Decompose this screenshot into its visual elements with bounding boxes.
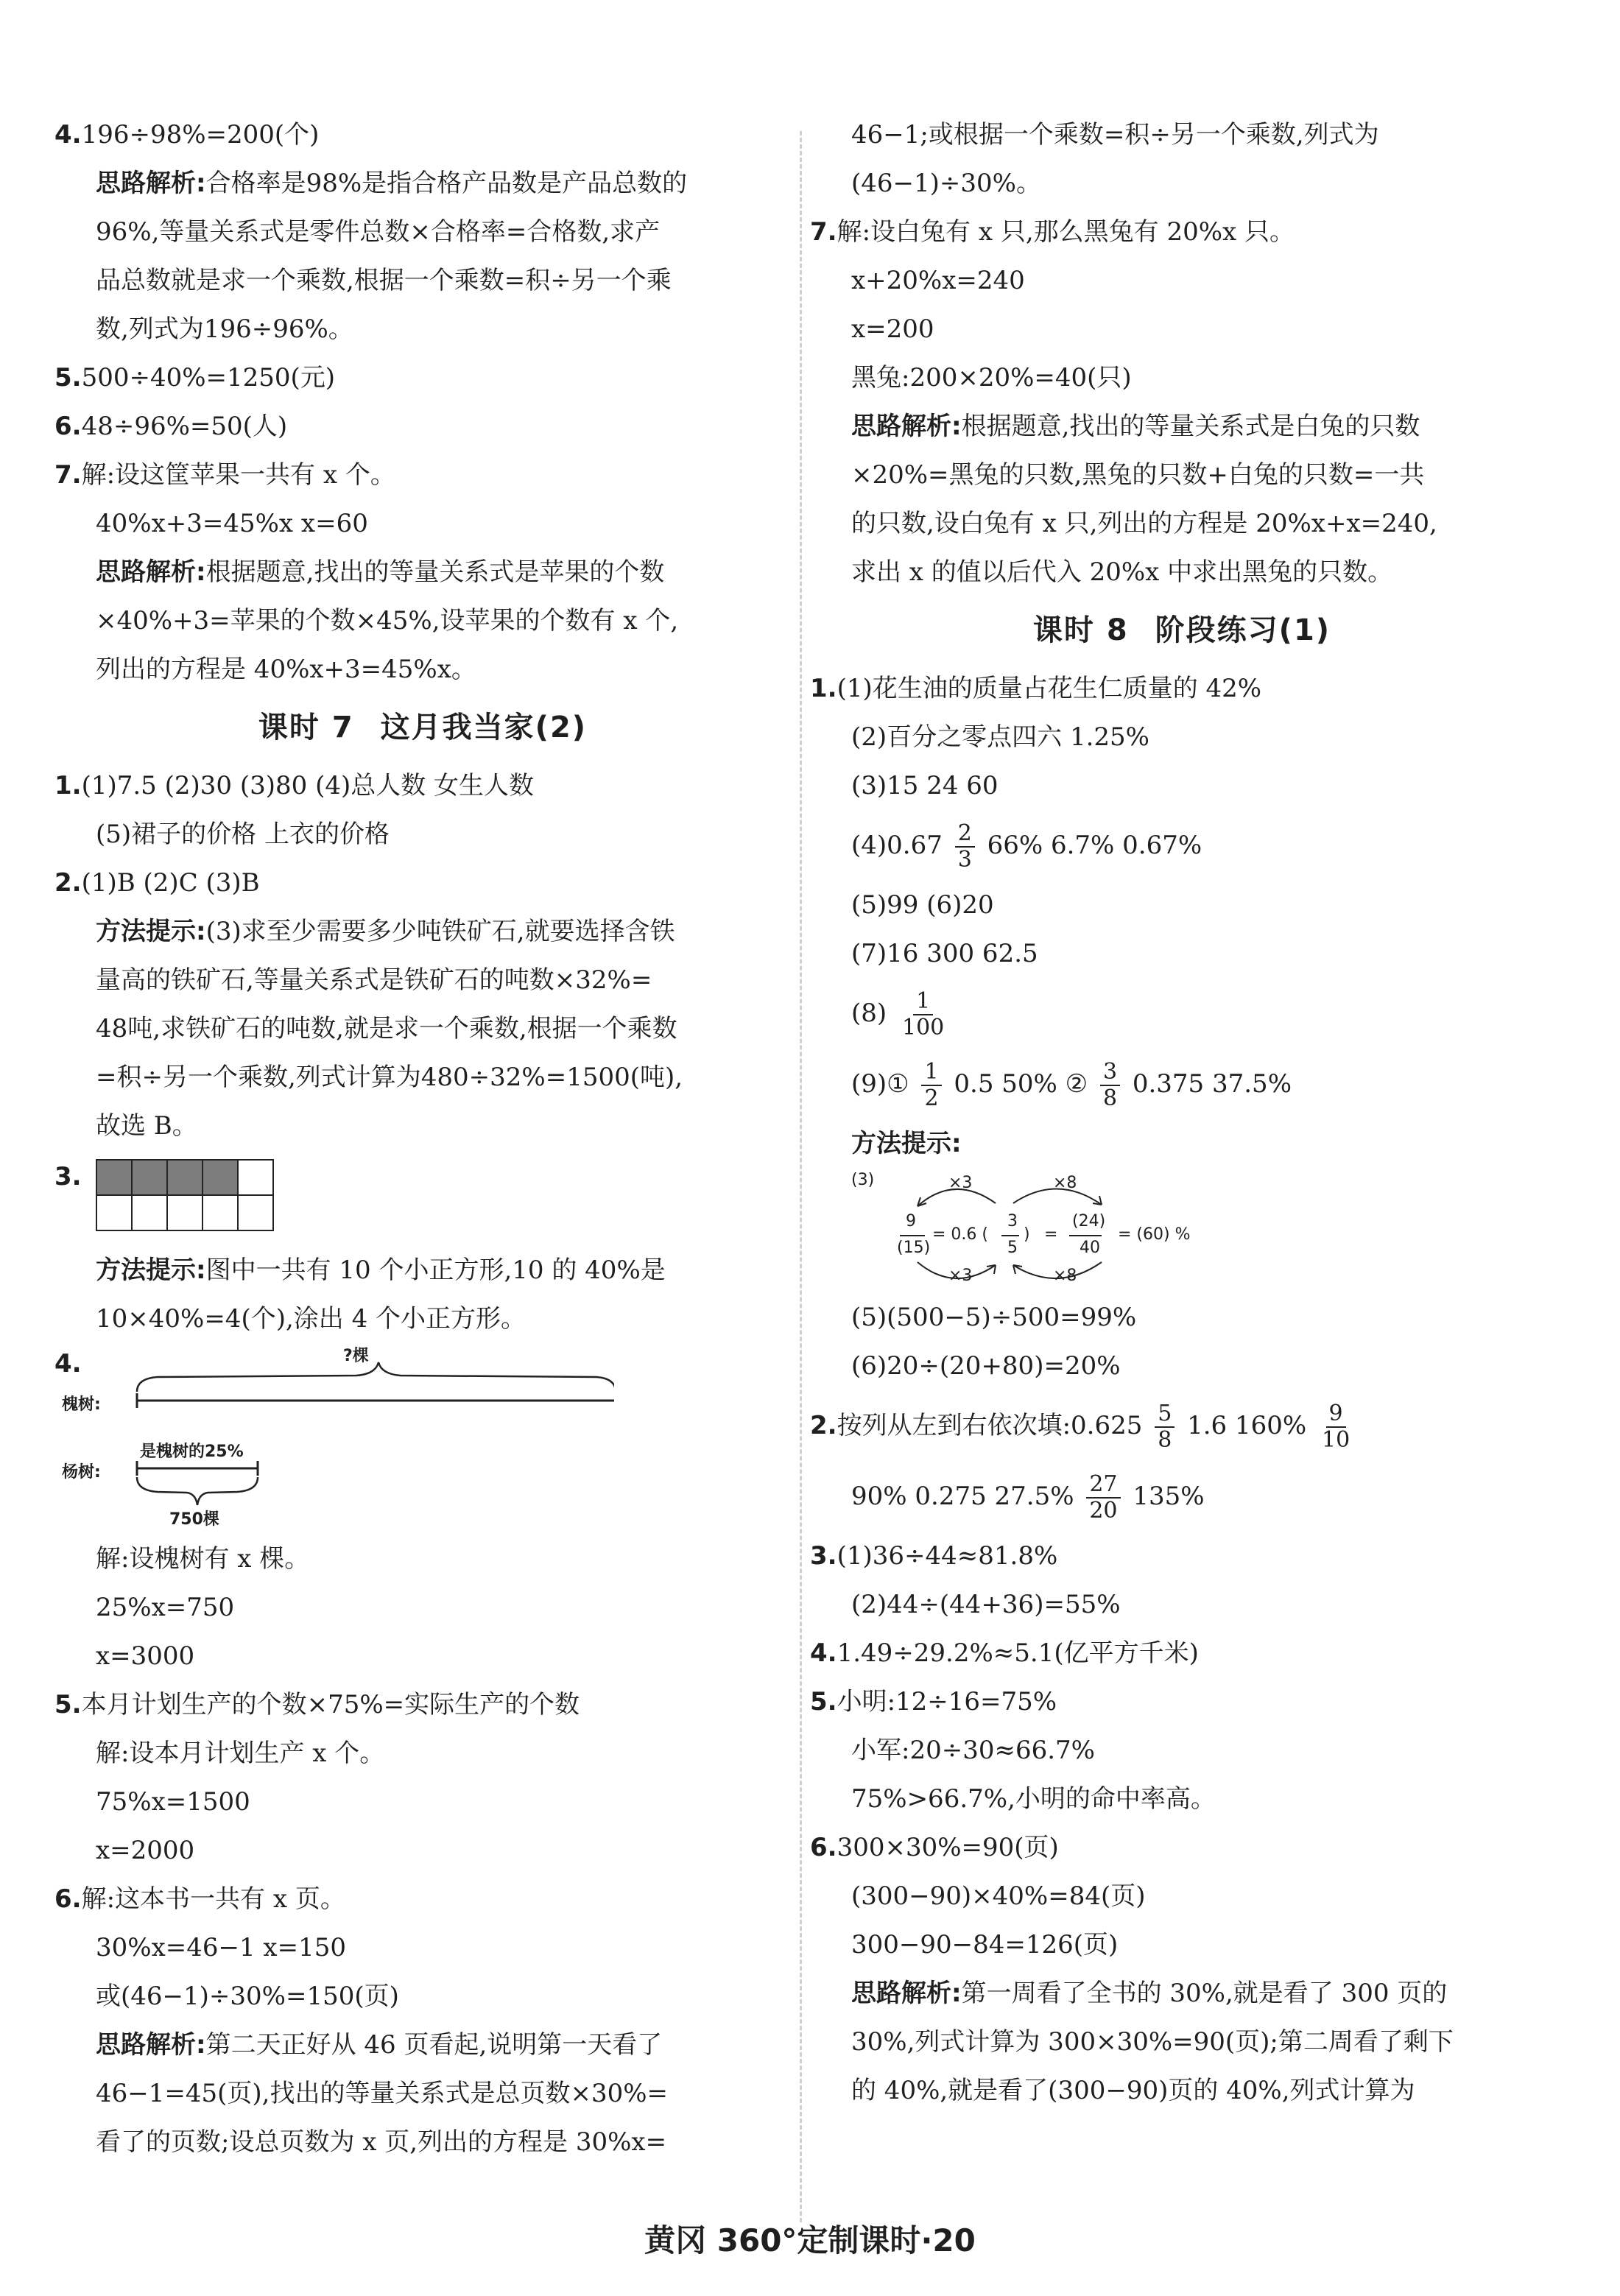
denominator: 10	[1322, 1427, 1350, 1453]
denominator: 20	[1089, 1498, 1118, 1524]
analysis-text: 求出 x 的值以后代入 20%x 中求出黑兔的只数。	[851, 557, 1393, 587]
analysis-text: 的只数,设白兔有 x 只,列出的方程是 20%x+x=240,	[851, 509, 1437, 538]
analysis-line	[54, 159, 791, 208]
multiplier-label: ×3	[948, 1267, 973, 1285]
answer-text: (7)16 300 62.5	[851, 939, 1038, 968]
huai-label: 槐树:	[62, 1395, 101, 1414]
analysis-text: 根据题意,找出的等量关系式是白兔的只数	[961, 412, 1420, 441]
numerator: 9	[1326, 1401, 1346, 1428]
numerator: 2	[955, 821, 975, 848]
answer-text: 按列从左到右依次填:0.625	[837, 1411, 1143, 1440]
answer-text: (3)15 24 60	[851, 771, 999, 800]
lesson-number: 课时 7	[258, 711, 354, 744]
left-column	[54, 110, 791, 2166]
hint-text: 图中一共有 10 个小正方形,10 的 40%是	[205, 1256, 666, 1285]
answer-line-9	[810, 1049, 1554, 1119]
analysis-label: 思路解析:	[96, 2030, 206, 2060]
line-segment-diagram	[54, 1343, 791, 1535]
fraction	[899, 989, 947, 1040]
analysis-text: 46−1;或根据一个乘数=积÷另一个乘数,列式为	[851, 120, 1379, 149]
item-number: 1.	[54, 771, 82, 800]
answer-text: 300×30%=90(页)	[837, 1833, 1059, 1862]
equation: 75%x=1500	[96, 1787, 250, 1817]
numerator: 27	[1086, 1472, 1120, 1499]
fraction	[1155, 1401, 1174, 1453]
hint-text: 量高的铁矿石,等量关系式是铁矿石的吨数×32%=	[96, 965, 652, 995]
answer-text: 解:设这筐苹果一共有 x 个。	[81, 460, 395, 490]
denominator: 5	[1007, 1239, 1018, 1257]
column-divider	[800, 131, 802, 2222]
numerator: 5	[1155, 1401, 1174, 1428]
analysis-text: 第一周看了全书的 30%,就是看了 300 页的	[961, 1979, 1448, 2008]
hint-text: 故选 B。	[96, 1111, 197, 1141]
answer-text: 300−90−84=126(页)	[851, 1930, 1119, 1959]
answer-text: 解:这本书一共有 x 页。	[81, 1884, 345, 1914]
denominator: 8	[1102, 1085, 1118, 1111]
answer-line-8	[810, 978, 1554, 1049]
answer-text: (5)裙子的价格 上衣的价格	[96, 820, 390, 849]
item-number: 4.	[810, 1638, 837, 1668]
analysis-text: 30%,列式计算为 300×30%=90(页);第二周看了剩下	[851, 2027, 1454, 2057]
equation: 30%x=46−1 x=150	[96, 1933, 346, 1962]
answer-text: 135%	[1133, 1482, 1205, 1511]
answer-text: 196÷98%=200(个)	[81, 120, 320, 149]
percent-label: = (60) %	[1118, 1225, 1191, 1244]
answer-line-2b	[810, 1461, 1554, 1532]
quantity-label: 750棵	[169, 1510, 219, 1529]
answer-3	[54, 1150, 791, 1246]
hint-text: 10×40%=4(个),涂出 4 个小正方形。	[96, 1304, 526, 1334]
multiplier-label: ×8	[1053, 1174, 1077, 1192]
answer-text: (9)①	[851, 1069, 909, 1099]
answer-text: 48÷96%=50(人)	[81, 412, 288, 441]
paren-close: )	[1024, 1225, 1030, 1244]
answer-text: (5)99 (6)20	[851, 890, 994, 920]
equation: 或(46−1)÷30%=150(页)	[96, 1982, 399, 2011]
answer-1	[54, 761, 791, 810]
answer-5	[54, 353, 791, 402]
ratio-label: 是槐树的25%	[140, 1443, 244, 1461]
answer-2r	[810, 1390, 1554, 1461]
solution-text: 解:设槐树有 x 棵。	[96, 1544, 310, 1574]
total-label: ?棵	[343, 1347, 369, 1365]
lesson-number: 课时 8	[1032, 613, 1129, 647]
equation: 黑兔:200×20%=40(只)	[851, 363, 1132, 392]
item-number: 1.	[810, 674, 837, 703]
analysis-text: 的 40%,就是看了(300−90)页的 40%,列式计算为	[851, 2076, 1415, 2105]
answer-text: (1)36÷44≈81.8%	[837, 1541, 1058, 1571]
answer-text: 本月计划生产的个数×75%=实际生产的个数	[81, 1690, 580, 1719]
item-number: 6.	[54, 1884, 82, 1914]
item-number: 2.	[54, 868, 82, 898]
numerator: 1	[921, 1060, 941, 1086]
answer-text: 1.6 160%	[1187, 1411, 1307, 1440]
hint-line	[54, 907, 791, 956]
answer-7	[54, 451, 791, 499]
lesson-name: 这月我当家(2)	[380, 711, 588, 744]
answer-text: 0.375 37.5%	[1132, 1069, 1292, 1099]
answer-6	[54, 402, 791, 451]
analysis-label: 思路解析:	[96, 557, 206, 587]
item-number: 5.	[810, 1687, 837, 1716]
footer-brand: 黄冈 360°定制课时	[644, 2222, 921, 2258]
decimal-label: = 0.6 (	[932, 1225, 988, 1244]
item-number: 7.	[810, 217, 837, 247]
analysis-text: 合格率是98%是指合格产品数是产品总数的	[205, 169, 688, 198]
denominator: 8	[1158, 1427, 1172, 1453]
analysis-line	[54, 548, 791, 596]
equation: 25%x=750	[96, 1593, 235, 1622]
hint-line	[54, 1246, 791, 1295]
answer-7r	[810, 208, 1554, 256]
numerator: 3	[1100, 1060, 1120, 1086]
analysis-text: 根据题意,找出的等量关系式是苹果的个数	[205, 557, 665, 587]
item-number: 4.	[54, 120, 82, 149]
answer-2	[54, 859, 791, 907]
answer-text: 90% 0.275 27.5%	[851, 1482, 1074, 1511]
multiplier-label: ×8	[1053, 1267, 1077, 1285]
denominator: 100	[901, 1015, 945, 1040]
denominator: 2	[924, 1085, 939, 1111]
page-number: ·20	[920, 2222, 976, 2258]
denominator: (15)	[897, 1239, 931, 1257]
answer-text: 500÷40%=1250(元)	[81, 363, 336, 392]
answer-3r	[810, 1532, 1554, 1580]
denominator: 40	[1080, 1239, 1100, 1257]
item-label: (3)	[851, 1171, 875, 1189]
answer-text: (300−90)×40%=84(页)	[851, 1881, 1146, 1911]
fraction	[1100, 1060, 1120, 1111]
analysis-line	[54, 2021, 791, 2069]
item-number: 5.	[54, 363, 82, 392]
page-footer	[0, 2216, 1620, 2261]
hint-text: (3)求至少需要多少吨铁矿石,就要选择含铁	[205, 917, 675, 946]
analysis-text: 96%,等量关系式是零件总数×合格率=合格数,求产	[96, 217, 661, 247]
item-number: 3.	[810, 1541, 837, 1571]
answer-text: 0.5 50% ②	[954, 1069, 1088, 1099]
analysis-text: 看了的页数;设总页数为 x 页,列出的方程是 30%x=	[96, 2127, 667, 2157]
answer-text: (4)0.67	[851, 831, 943, 860]
item-number: 4.	[54, 1349, 82, 1378]
hint-text: 48吨,求铁矿石的吨数,就是求一个乘数,根据一个乘数	[96, 1014, 677, 1043]
answer-text: 1.49÷29.2%≈5.1(亿平方千米)	[837, 1638, 1199, 1668]
square-grid	[96, 1159, 274, 1231]
multiplier-label: ×3	[948, 1174, 973, 1192]
fraction	[921, 1060, 941, 1111]
answer-text: (2)百分之零点四六 1.25%	[851, 722, 1149, 752]
answer-text: 小军:20÷30≈66.7%	[851, 1736, 1095, 1765]
answer-5r	[810, 1677, 1554, 1726]
answer-4	[54, 110, 791, 159]
conversion-diagram	[810, 1168, 1554, 1293]
numerator: (24)	[1072, 1212, 1106, 1230]
answer-line-4	[810, 810, 1554, 881]
fraction	[1319, 1401, 1353, 1453]
analysis-label: 思路解析:	[96, 169, 206, 198]
equals-sign: =	[1044, 1225, 1058, 1244]
hint-label: 方法提示:	[96, 1256, 206, 1285]
denominator: 3	[957, 847, 972, 873]
item-number: 2.	[810, 1411, 837, 1440]
analysis-text: 第二天正好从 46 页看起,说明第一天看了	[205, 2030, 663, 2060]
yang-label: 杨树:	[62, 1463, 101, 1482]
lesson-title-7	[54, 694, 791, 761]
answer-text: (6)20÷(20+80)=20%	[851, 1351, 1121, 1381]
answer-text: 解:设白兔有 x 只,那么黑兔有 20%x 只。	[837, 217, 1295, 247]
answer-text: (1)花生油的质量占花生仁质量的 42%	[837, 674, 1262, 703]
equation: x+20%x=240	[851, 266, 1025, 295]
fraction	[1086, 1472, 1120, 1524]
answer-text: (8)	[851, 999, 887, 1028]
analysis-text: 46−1=45(页),找出的等量关系式是总页数×30%=	[96, 2079, 669, 2108]
answer-text: 66% 6.7% 0.67%	[987, 831, 1202, 860]
lesson-title-8	[810, 596, 1554, 664]
answer-6r	[810, 1823, 1554, 1872]
analysis-line	[810, 1969, 1554, 2018]
numerator: 3	[1007, 1212, 1018, 1230]
equation: x=200	[851, 314, 934, 344]
answer-1r	[810, 664, 1554, 713]
hint-text: =积÷另一个乘数,列式计算为480÷32%=1500(吨),	[96, 1063, 683, 1092]
analysis-text: (46−1)÷30%。	[851, 169, 1041, 198]
equation: 40%x+3=45%x x=60	[96, 509, 368, 538]
numerator: 1	[913, 989, 933, 1015]
hint-label: 方法提示:	[851, 1129, 962, 1158]
item-number: 5.	[54, 1690, 82, 1719]
answer-text: (5)(500−5)÷500=99%	[851, 1303, 1137, 1332]
item-number: 7.	[54, 460, 82, 490]
numerator: 9	[906, 1212, 916, 1230]
answer-text: (1)7.5 (2)30 (3)80 (4)总人数 女生人数	[81, 771, 535, 800]
item-number: 6.	[54, 412, 82, 441]
answer-text: 小明:12÷16=75%	[837, 1687, 1057, 1716]
answer-text: 75%>66.7%,小明的命中率高。	[851, 1784, 1216, 1814]
analysis-label: 思路解析:	[851, 1979, 962, 2008]
item-number: 3.	[54, 1162, 82, 1191]
segment-svg	[54, 1343, 614, 1535]
right-column	[810, 110, 1554, 2115]
analysis-label: 思路解析:	[851, 412, 962, 441]
answer-text: (1)B (2)C (3)B	[81, 868, 260, 898]
equation: x=2000	[96, 1836, 195, 1865]
analysis-text: 品总数就是求一个乘数,根据一个乘数=积÷另一个乘	[96, 266, 672, 295]
analysis-text: ×20%=黑兔的只数,黑兔的只数+白兔的只数=一共	[851, 460, 1425, 490]
answer-text: (2)44÷(44+36)=55%	[851, 1590, 1121, 1619]
lesson-name: 阶段练习(1)	[1155, 613, 1331, 647]
item-number: 6.	[810, 1833, 837, 1862]
analysis-text: 列出的方程是 40%x+3=45%x。	[96, 655, 476, 684]
equation: x=3000	[96, 1641, 195, 1671]
answer-5b	[54, 1680, 791, 1729]
analysis-text: ×40%+3=苹果的个数×45%,设苹果的个数有 x 个,	[96, 606, 679, 635]
answer-6b	[54, 1875, 791, 1923]
hint-label: 方法提示:	[96, 917, 206, 946]
analysis-text: 数,列式为196÷96%。	[96, 314, 353, 344]
analysis-line	[810, 402, 1554, 451]
fraction	[955, 821, 975, 873]
answer-4r	[810, 1629, 1554, 1677]
solution-text: 解:设本月计划生产 x 个。	[96, 1739, 385, 1768]
